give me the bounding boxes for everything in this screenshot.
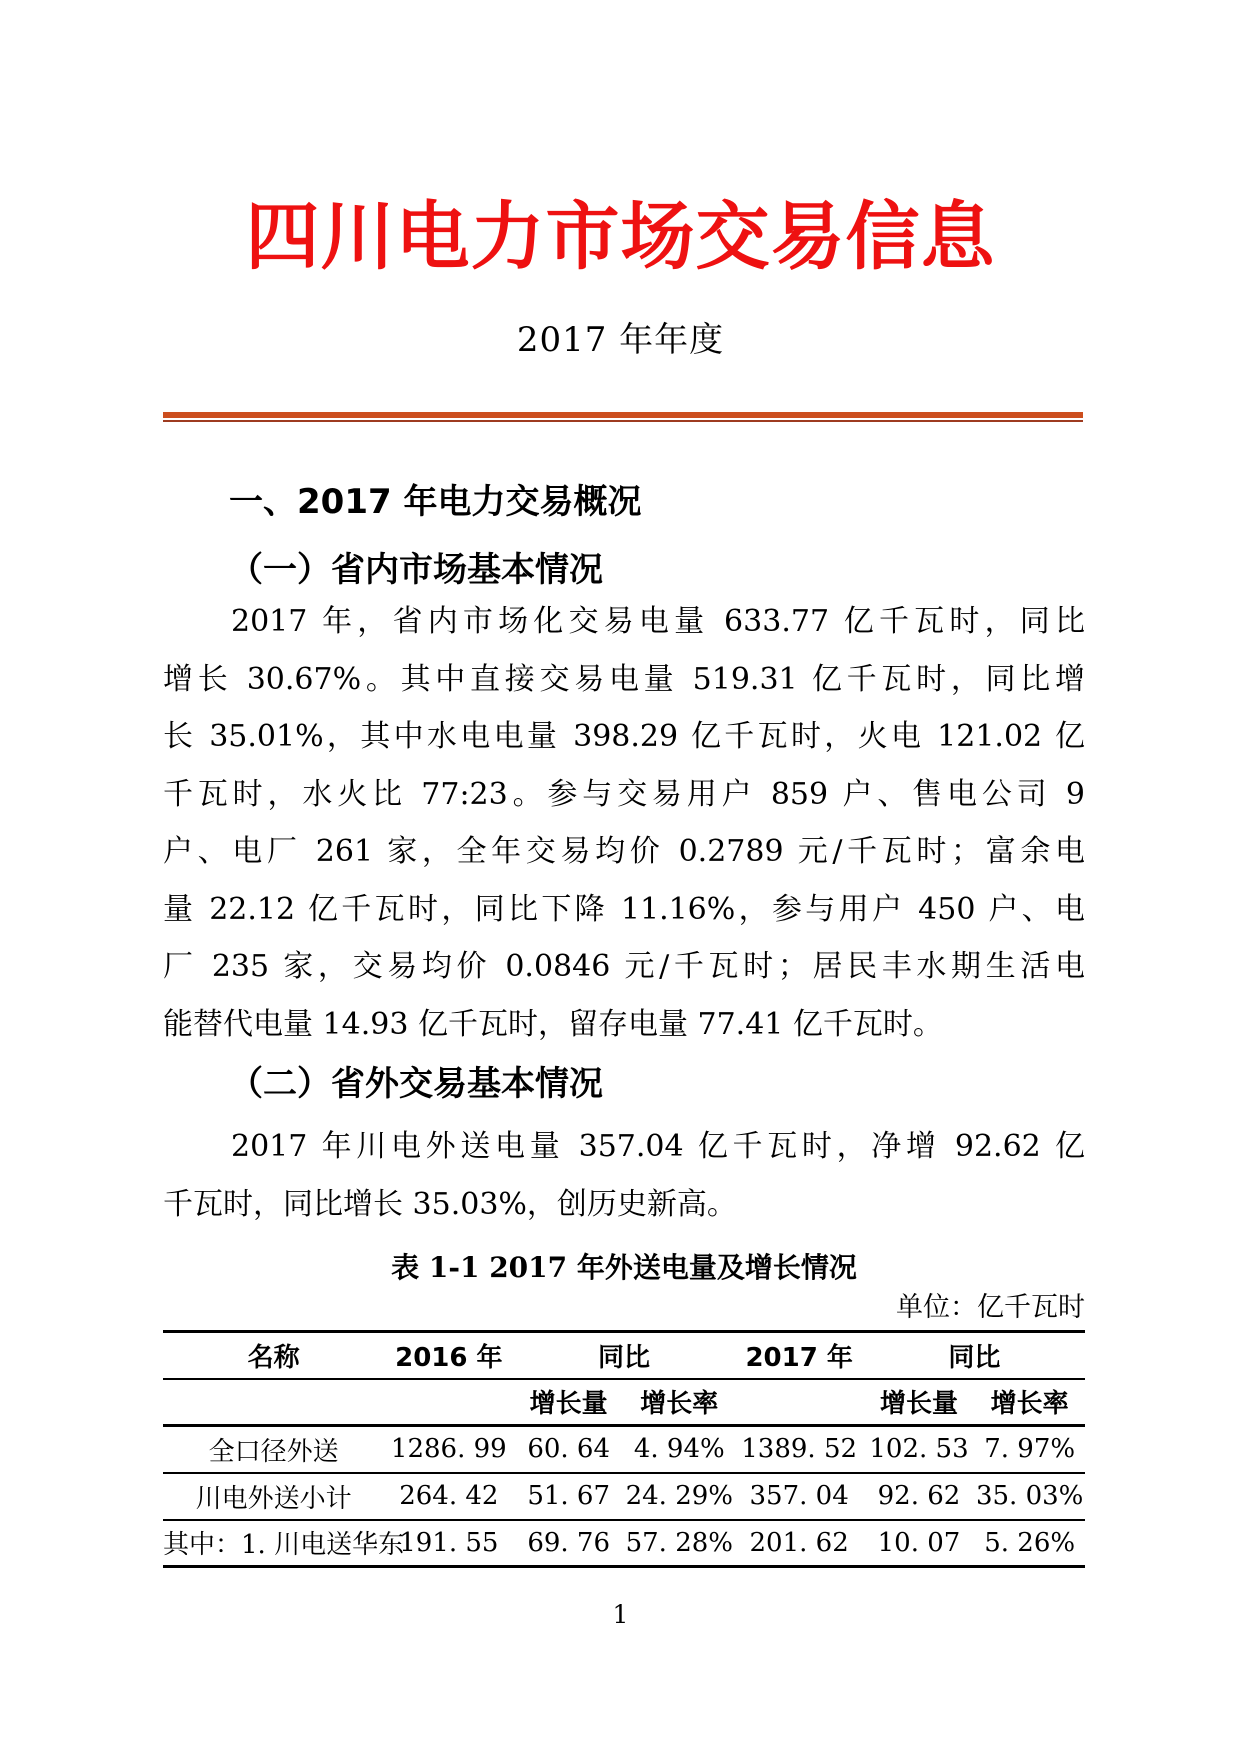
table-row <box>163 1520 1085 1567</box>
subsection-heading-1: （一）省内市场基本情况 <box>229 550 603 590</box>
table-row <box>163 1426 1085 1473</box>
table-header-row-1 <box>163 1332 1085 1379</box>
table-unit-note: 单位：亿千瓦时 <box>896 1292 1085 1323</box>
page-subtitle: 2017 年年度 <box>516 320 725 360</box>
section-heading-1: 一、2017 年电力交易概况 <box>229 482 642 522</box>
cell-2016-value: 191. 55 <box>399 1527 499 1558</box>
cell-2017-value: 1389. 52 <box>741 1434 858 1465</box>
cell-growth-rate-1: 24. 29% <box>625 1481 733 1511</box>
cell-growth-rate-2: 5. 26% <box>984 1527 1076 1558</box>
header-growth-rate-2: 增长率 <box>990 1389 1069 1420</box>
cell-growth-rate-1: 4. 94% <box>633 1434 725 1465</box>
cell-growth-amount-1: 51. 67 <box>527 1481 611 1511</box>
body-line: 能替代电量 14.93 亿千瓦时，留存电量 77.41 亿千瓦时。 <box>163 1006 943 1042</box>
title-divider <box>163 412 1083 422</box>
cell-name: 其中：1. 川电送华东 <box>163 1530 405 1561</box>
cell-growth-rate-1: 57. 28% <box>625 1527 733 1558</box>
header-2017: 2017 年 <box>745 1342 853 1373</box>
table-row <box>163 1473 1085 1520</box>
body-line: 2017 年川电外送电量 357.04 亿千瓦时，净增 92.62 亿 <box>231 1129 1085 1164</box>
header-name: 名称 <box>247 1342 300 1373</box>
body-line: 增长 30.67%。其中直接交易电量 519.31 亿千瓦时，同比增 <box>163 661 1085 697</box>
header-empty <box>735 1379 864 1426</box>
body-line: 千瓦时，同比增长 35.03%，创历史新高。 <box>163 1186 737 1222</box>
header-growth-amount-1: 增长量 <box>529 1389 608 1420</box>
body-line: 2017 年，省内市场化交易电量 633.77 亿千瓦时，同比 <box>231 604 1085 639</box>
cell-2017-value: 201. 62 <box>749 1527 849 1558</box>
cell-2016-value: 1286. 99 <box>390 1434 507 1465</box>
header-empty <box>384 1379 513 1426</box>
header-yoy-2017: 同比 <box>948 1342 1001 1373</box>
cell-growth-rate-2: 35. 03% <box>975 1481 1084 1511</box>
divider-thick-line <box>163 412 1083 418</box>
header-empty <box>163 1379 384 1426</box>
subsection-heading-2: （二）省外交易基本情况 <box>229 1064 603 1104</box>
header-2016: 2016 年 <box>395 1342 503 1373</box>
body-line: 千瓦时，水火比 77:23。参与交易用户 859 户、售电公司 9 <box>163 776 1085 812</box>
cell-growth-amount-1: 69. 76 <box>527 1527 611 1558</box>
header-growth-amount-2: 增长量 <box>879 1389 958 1420</box>
page-number: 1 <box>612 1600 629 1629</box>
cell-name: 全口径外送 <box>208 1436 339 1467</box>
page-title: 四川电力市场交易信息 <box>245 194 996 280</box>
body-paragraph-2 <box>163 1118 1085 1233</box>
body-line: 长 35.01%，其中水电电量 398.29 亿千瓦时，火电 121.02 亿 <box>163 719 1085 754</box>
cell-name: 川电外送小计 <box>195 1483 352 1514</box>
body-line: 厂 235 家，交易均价 0.0846 元/千瓦时；居民丰水期生活电 <box>163 949 1085 984</box>
table-header-row-2 <box>163 1379 1085 1426</box>
table-caption: 表 1-1 2017 年外送电量及增长情况 <box>391 1251 857 1284</box>
divider-thin-line <box>163 420 1083 422</box>
cell-growth-rate-2: 7. 97% <box>984 1434 1076 1465</box>
cell-growth-amount-1: 60. 64 <box>527 1434 611 1465</box>
cell-2017-value: 357. 04 <box>749 1481 849 1511</box>
header-growth-rate-1: 增长率 <box>640 1389 719 1420</box>
header-yoy-2016: 同比 <box>597 1342 650 1373</box>
body-line: 户、电厂 261 家，全年交易均价 0.2789 元/千瓦时；富余电 <box>163 834 1085 869</box>
cell-growth-amount-2: 10. 07 <box>877 1527 961 1558</box>
cell-growth-amount-2: 92. 62 <box>877 1481 961 1511</box>
body-line: 量 22.12 亿千瓦时，同比下降 11.16%，参与用户 450 户、电 <box>163 891 1085 927</box>
body-paragraph-1 <box>163 593 1085 1053</box>
cell-growth-amount-2: 102. 53 <box>869 1434 969 1465</box>
outbound-power-table <box>163 1330 1085 1568</box>
cell-2016-value: 264. 42 <box>399 1481 499 1511</box>
